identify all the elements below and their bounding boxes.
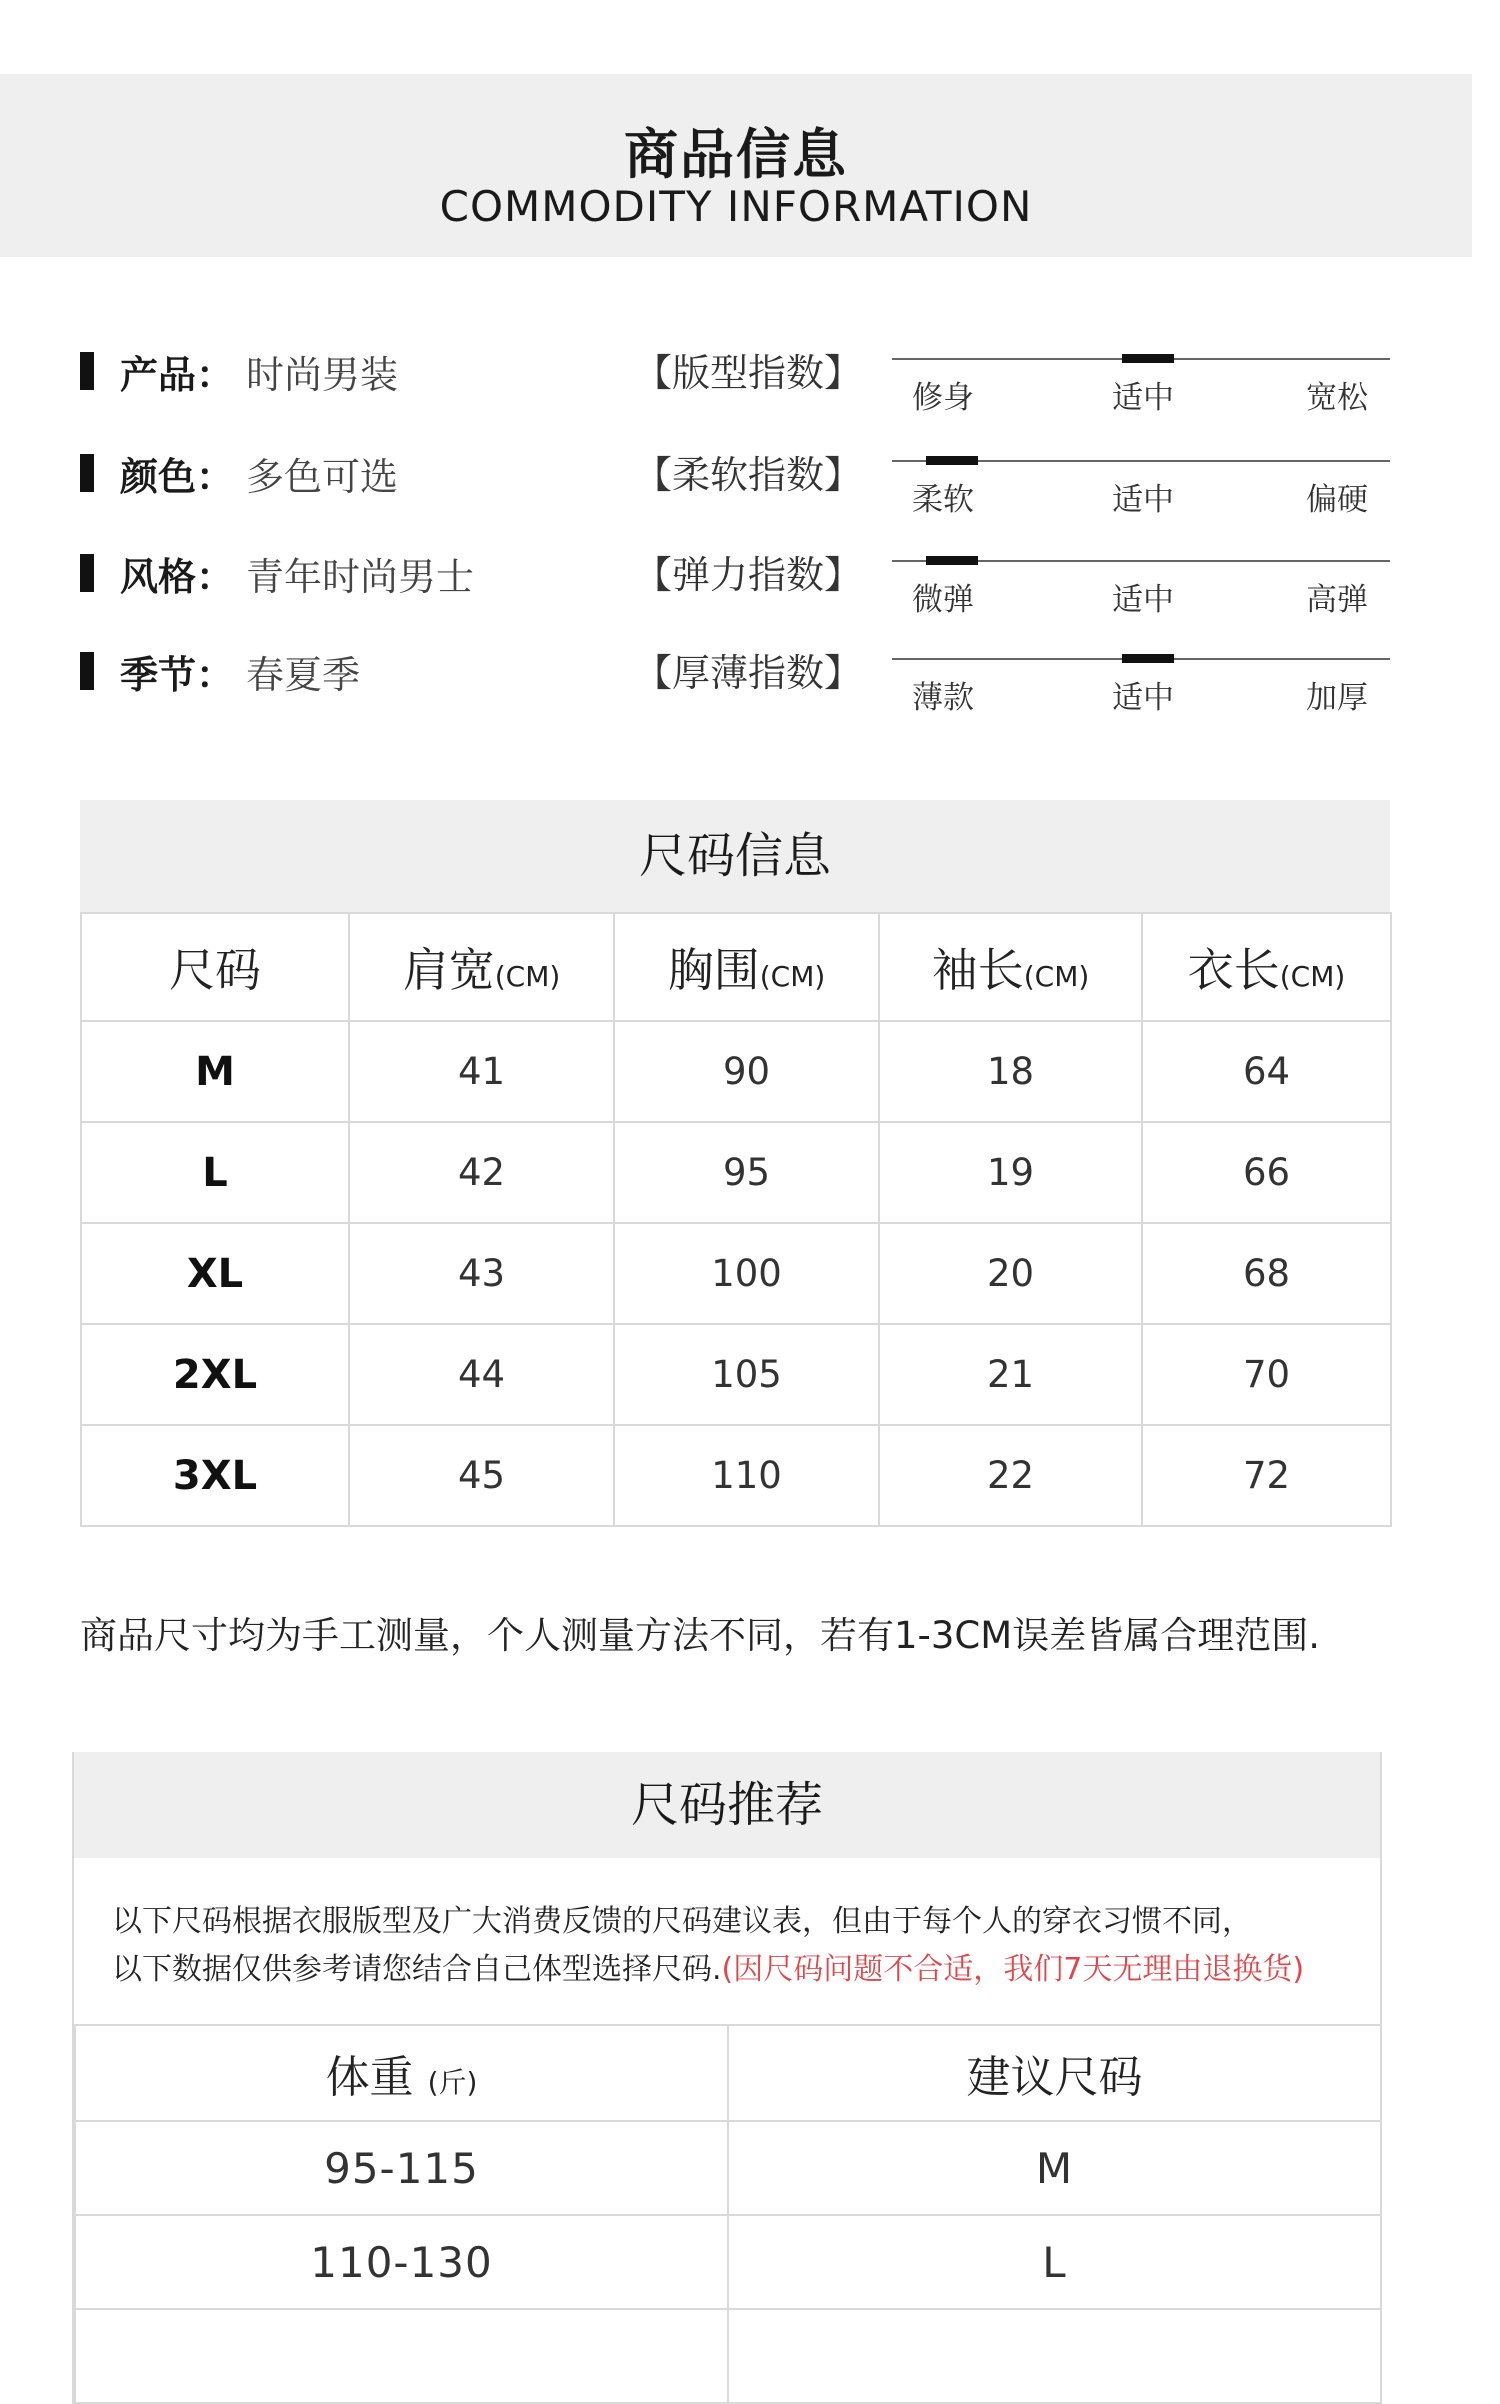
- softness-index-marker: [926, 456, 978, 465]
- size-table: [80, 912, 1392, 1527]
- column-header-chest: 胸围(CM): [614, 913, 879, 1021]
- table-cell: XL: [81, 1223, 349, 1324]
- size-info-section: [80, 800, 1390, 1527]
- table-row: [81, 1324, 1391, 1425]
- elasticity-index-label: 【弹力指数】: [634, 553, 863, 597]
- table-cell: 105: [614, 1324, 879, 1425]
- attribute-value: 时尚男装: [246, 353, 399, 397]
- attribute-row: [80, 340, 640, 400]
- table-cell: M: [728, 2121, 1381, 2215]
- table-cell: L: [81, 1122, 349, 1223]
- table-cell: 42: [349, 1122, 614, 1223]
- table-row: [81, 1223, 1391, 1324]
- thickness-index-label: 【厚薄指数】: [634, 651, 863, 695]
- attribute-row: [80, 542, 640, 602]
- table-cell: M: [81, 1021, 349, 1122]
- attribute-label: 季节：: [120, 653, 235, 697]
- scale-tick-high: 高弹: [1306, 582, 1368, 618]
- recommendation-description: [74, 1858, 1380, 2024]
- table-row: [81, 1122, 1391, 1223]
- table-cell: 110-130: [75, 2215, 728, 2309]
- recommendation-title: 尺码推荐: [74, 1752, 1380, 1858]
- table-cell: 66: [1142, 1122, 1391, 1223]
- attribute-label: 风格：: [120, 555, 235, 599]
- bullet-bar: [80, 554, 94, 592]
- scale-tick-mid: 适中: [1112, 380, 1174, 416]
- column-header-suggested-size: 建议尺码: [728, 2025, 1381, 2121]
- bullet-bar: [80, 652, 94, 690]
- table-row: [75, 2215, 1381, 2309]
- scale-tick-mid: 适中: [1112, 582, 1174, 618]
- table-cell: 21: [879, 1324, 1142, 1425]
- column-header-size: 尺码: [81, 913, 349, 1021]
- attribute-row: [80, 640, 640, 700]
- description-line: 以下尺码根据衣服版型及广大消费反馈的尺码建议表，但由于每个人的穿衣习惯不同，: [112, 1904, 1252, 1939]
- column-header-sleeve: 袖长(CM): [879, 913, 1142, 1021]
- size-recommendation-section: [72, 1752, 1382, 2404]
- table-cell: 41: [349, 1021, 614, 1122]
- attribute-label: 颜色：: [120, 455, 235, 499]
- scale-tick-high: 偏硬: [1306, 482, 1368, 518]
- page-title: 商品信息: [624, 123, 848, 186]
- table-row: [81, 1425, 1391, 1526]
- softness-index-label: 【柔软指数】: [634, 453, 863, 497]
- table-cell: 44: [349, 1324, 614, 1425]
- page-subtitle: COMMODITY INFORMATION: [439, 182, 1033, 231]
- table-cell: 95: [614, 1122, 879, 1223]
- bullet-bar: [80, 454, 94, 492]
- attribute-value: 春夏季: [246, 653, 361, 697]
- fit-index-label: 【版型指数】: [634, 351, 863, 395]
- scale-tick-high: 宽松: [1306, 380, 1368, 416]
- table-row: [81, 1021, 1391, 1122]
- elasticity-index-marker: [926, 556, 978, 565]
- table-cell: 2XL: [81, 1324, 349, 1425]
- table-cell: 64: [1142, 1021, 1391, 1122]
- column-header-weight: 体重 (斤): [75, 2025, 728, 2121]
- table-cell: L: [728, 2215, 1381, 2309]
- table-cell: 45: [349, 1425, 614, 1526]
- commodity-header: [0, 74, 1472, 257]
- size-info-title: 尺码信息: [80, 800, 1390, 912]
- table-cell: 110: [614, 1425, 879, 1526]
- table-cell: 100: [614, 1223, 879, 1324]
- table-row: [75, 2121, 1381, 2215]
- column-header-length: 衣长(CM): [1142, 913, 1391, 1021]
- column-header-shoulder: 肩宽(CM): [349, 913, 614, 1021]
- table-header-row: [75, 2025, 1381, 2121]
- description-line: 以下数据仅供参考请您结合自己体型选择尺码.(因尺码问题不合适，我们7天无理由退换货): [112, 1952, 1305, 1987]
- scale-tick-mid: 适中: [1112, 482, 1174, 518]
- return-policy-warning: (因尺码问题不合适，我们7天无理由退换货): [721, 1952, 1305, 1987]
- measurement-note: 商品尺寸均为手工测量，个人测量方法不同，若有1-3CM误差皆属合理范围.: [80, 1614, 1320, 1657]
- table-cell: 68: [1142, 1223, 1391, 1324]
- table-cell: 22: [879, 1425, 1142, 1526]
- table-header-row: [81, 913, 1391, 1021]
- table-cell: [75, 2309, 728, 2403]
- attribute-label: 产品：: [120, 353, 235, 397]
- scale-tick-high: 加厚: [1306, 680, 1368, 716]
- recommendation-table: [74, 2024, 1382, 2404]
- table-cell: 20: [879, 1223, 1142, 1324]
- scale-tick-low: 薄款: [912, 680, 974, 716]
- table-cell: 43: [349, 1223, 614, 1324]
- scale-tick-low: 柔软: [912, 482, 974, 518]
- thickness-index-marker: [1122, 654, 1174, 663]
- table-cell: 18: [879, 1021, 1142, 1122]
- table-cell: 70: [1142, 1324, 1391, 1425]
- attribute-row: [80, 442, 640, 502]
- attribute-value: 多色可选: [246, 455, 399, 499]
- table-cell: 90: [614, 1021, 879, 1122]
- table-cell: [728, 2309, 1381, 2403]
- table-cell: 19: [879, 1122, 1142, 1223]
- table-cell: 3XL: [81, 1425, 349, 1526]
- scale-tick-low: 微弹: [912, 582, 974, 618]
- fit-index-marker: [1122, 354, 1174, 363]
- table-cell: 72: [1142, 1425, 1391, 1526]
- attribute-value: 青年时尚男士: [246, 555, 475, 599]
- table-cell: 95-115: [75, 2121, 728, 2215]
- bullet-bar: [80, 352, 94, 390]
- scale-tick-mid: 适中: [1112, 680, 1174, 716]
- table-row: [75, 2309, 1381, 2403]
- scale-tick-low: 修身: [912, 380, 974, 416]
